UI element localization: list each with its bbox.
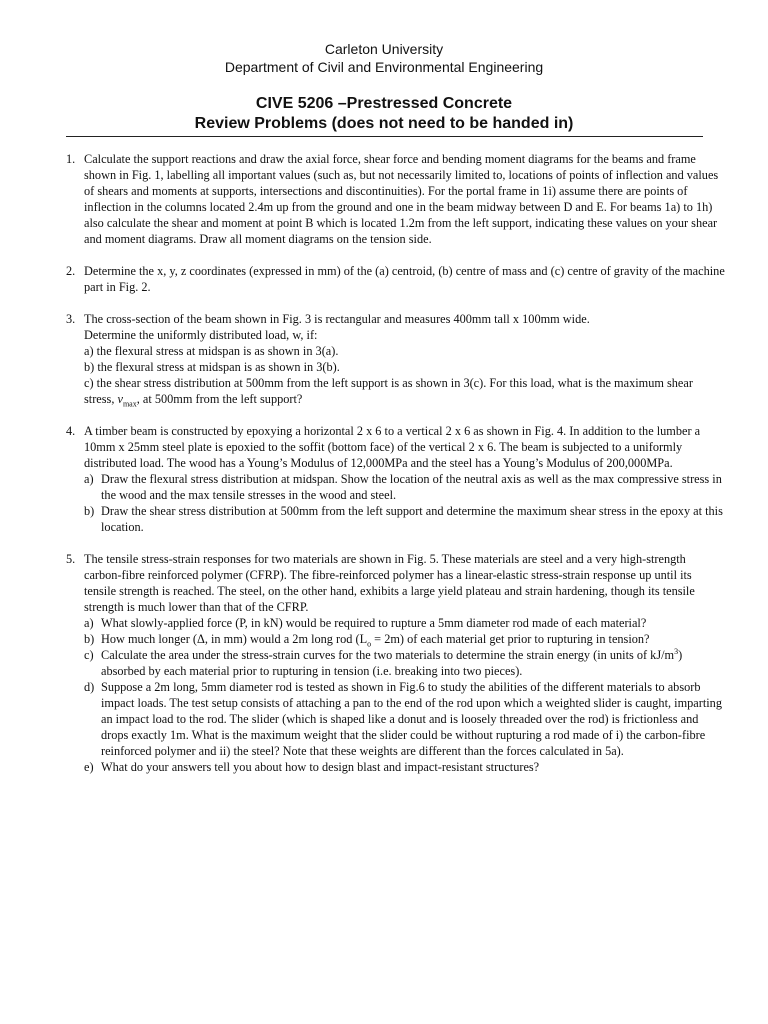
sub-question-c [84,647,726,679]
sub-question-text: Suppose a 2m long, 5mm diameter rod is tested as shown in Fig.6 to study the abilities of the different materials to absorb impact loads. The test setup consists of attaching a pan to the end of the rod upon which a weighted slider is caught, imparting an impact load to the rod. The slider (which is shaped like a donut and is loosely threaded over the rod) is frictionless and drops exactly 1m. What is the maximum weight that the slider could be without rupturing a rod made of i) the carbon-fibre reinforced polymer and ii) the steel? Note that these weights are different than the forces calculated in 5a). [101,680,722,758]
sub-question-b [84,503,726,535]
problem-number: 5. [66,552,76,566]
university-name: Carleton University [324,41,444,57]
problem-text: A timber beam is constructed by epoxying a horizontal 2 x 6 to a vertical 2 x 6 as shown in Fig. 4. In addition to the lumber a 10mm x 25mm steel plate is epoxied to the soffit (bottom face) of the vertical 2 x 6. The beam is subjected to a uniformly distributed load. The wood has a Young’s Modulus of 12,000MPa and the steel has a Young’s Modulus of 200,000MPa. [84,424,701,470]
problem-5 [66,551,726,775]
problem-2 [66,263,726,295]
sub-question-text: How much longer (Δ, in mm) would a 2m long rod (L [101,632,368,646]
sub-question-text: What slowly-applied force (P, in kN) would be required to rupture a 5mm diameter rod made of each material? [101,616,647,630]
unit-superscript: 3 [674,646,679,656]
problem-list [66,151,726,791]
length-subscript: o [367,639,372,649]
sub-question-a [84,615,726,631]
sub-question-text: = 2m) of each material get prior to rupturing in tension? [371,632,650,646]
sub-question-text: Calculate the area under the stress-strain curves for the two materials to determine the strain energy (in units of kJ/m [101,648,675,662]
header-divider [66,136,703,137]
problem-text: Calculate the support reactions and draw the axial force, shear force and bending moment diagrams for the beams and frame shown in Fig. 1, labelling all important values (such as, but not necessarily limited to, locations of points of inflection and values of shears and moments at supports, intersections and discontinuities). For the portal frame in 1i) assume there are points of inflection in the columns located 2.4m up from the ground and one in the beam midway between D and E. For beams 1a) to 1h) also calculate the shear and moment at point B which is located 1.2m from the left support, indicating these values on your shear and moment diagrams. Draw all moment diagrams on the tension side. [84,152,719,246]
sub-question-c [84,375,726,407]
sub-question-label: a) [84,616,94,630]
problem-number: 2. [66,264,76,278]
sub-question-b: b) the flexural stress at midspan is as shown in 3(b). [84,360,340,374]
shear-subscript: max [122,399,137,409]
problem-text: The tensile stress-strain responses for two materials are shown in Fig. 5. These materials are steel and a very high-strength carbon-fibre reinforced polymer (CFRP). The fibre-reinforced polymer has a linear-elastic stress-strain response up until its tensile strength is reached. The steel, on the other hand, exhibits a large yield plateau and strain hardening, though its tensile strength is much lower than that of the CFRP. [84,552,695,614]
document-subtitle: Review Problems (does not need to be handed in) [194,115,574,132]
sub-question-text: What do your answers tell you about how to design blast and impact-resistant structures? [101,760,540,774]
sub-question-a [84,471,726,503]
sub-question-label: e) [84,760,94,774]
problem-number: 3. [66,312,76,326]
sub-question-text: Draw the shear stress distribution at 500mm from the left support and determine the maximum shear stress in the epoxy at this location. [101,504,723,534]
sub-question-label: d) [84,680,95,694]
sub-question-text: , at 500mm from the left support? [136,392,303,406]
sub-question-label: c) [84,648,94,662]
sub-question-text: c) the shear stress distribution at 500mm from the left support is as shown in 3(c). For this load, what is the maximum shear stress, [84,376,693,406]
sub-question-label: b) [84,632,95,646]
sub-question-text: Draw the flexural stress distribution at midspan. Show the location of the neutral axis as well as the max compressive stress in the wood and the max tensile stresses in the wood and steel. [101,472,722,502]
problem-text: Determine the x, y, z coordinates (expressed in mm) of the (a) centroid, (b) centre of mass and (c) centre of gravity of the machine part in Fig. 2. [84,264,725,294]
problem-1 [66,151,726,247]
course-title: CIVE 5206 –Prestressed Concrete [255,95,513,112]
sub-question-e [84,759,726,775]
sub-question-a: a) the flexural stress at midspan is as shown in 3(a). [84,344,339,358]
problem-number: 1. [66,152,76,166]
sub-question-b [84,631,726,647]
problem-4 [66,423,726,535]
problem-number: 4. [66,424,76,438]
sub-question-label: a) [84,472,94,486]
shear-symbol: v [117,392,123,406]
sub-question-label: b) [84,504,95,518]
sub-question-text: ) absorbed by each material prior to rupturing in tension (i.e. breaking into two pieces). [101,648,683,678]
sub-question-d [84,679,726,759]
problem-3 [66,311,726,407]
problem-text: The cross-section of the beam shown in Fig. 3 is rectangular and measures 400mm tall x 100mm wide. [84,312,590,326]
department-name: Department of Civil and Environmental Engineering [224,59,544,75]
problem-text: Determine the uniformly distributed load, w, if: [84,328,318,342]
